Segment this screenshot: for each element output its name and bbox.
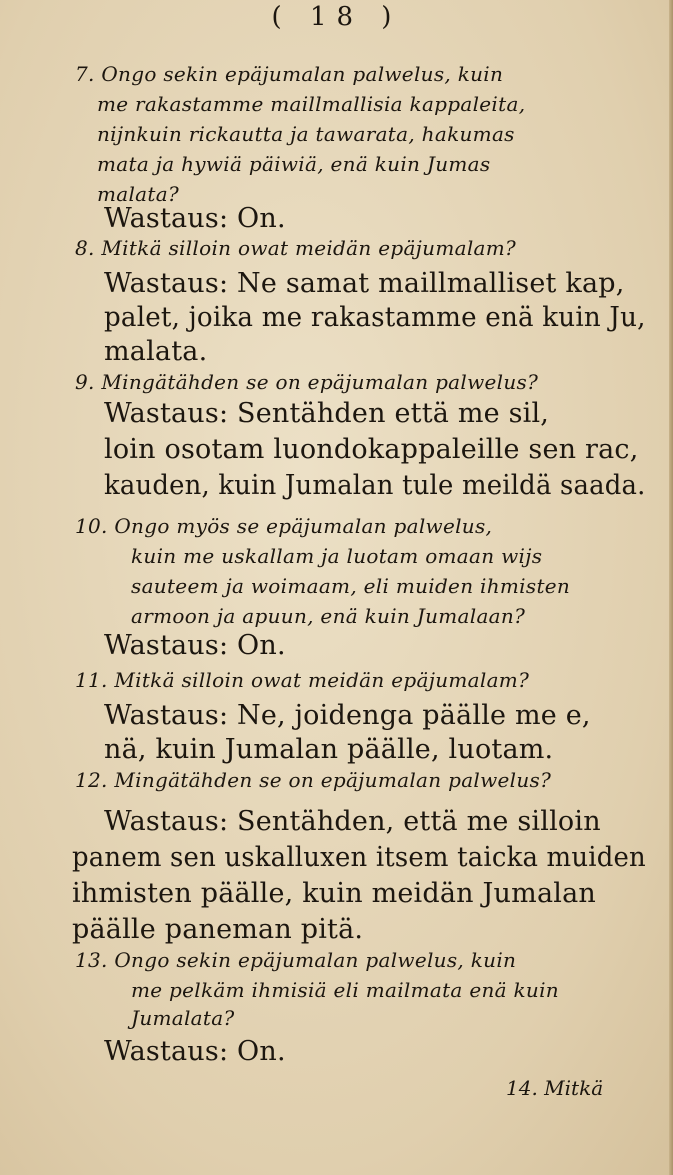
question-line: me pelkäm ihmisiä eli mailmata enä kuin [131,978,559,1002]
question-line: 8. Mitkä silloin owat meidän epäjumalam? [75,236,517,260]
question-line: sauteem ja woimaam, eli muiden ihmisten [131,574,571,598]
answer-line: palet, joika me rakastamme enä kuin Ju, [104,302,646,333]
question-line: armoon ja apuun, enä kuin Jumalaan? [131,604,526,628]
answer-line: Wastaus: Sentähden, että me silloin [104,806,601,837]
answer-line: Wastaus: On. [104,1036,286,1067]
question-line: kuin me uskallam ja luotam omaan wijs [131,544,543,568]
answer-line: kauden, kuin Jumalan tule meildä saada. [104,470,646,501]
answer-line: ihmisten päälle, kuin meidän Jumalan [72,878,596,909]
answer-line: Wastaus: Ne, joidenga päälle me e, [104,700,591,731]
question-line: 9. Mingätähden se on epäjumalan palwelus? [75,370,539,394]
question-line: nijnkuin rickautta ja tawarata, hakumas [97,122,515,146]
answer-line: päälle paneman pitä. [72,914,364,945]
page-number: ( 18 ) [271,2,402,32]
question-line: 11. Mitkä silloin owat meidän epäjumalam? [75,668,530,692]
answer-line: Wastaus: Ne samat maillmalliset kap, [104,268,625,299]
question-line: 7. Ongo sekin epäjumalan palwelus, kuin [75,62,504,86]
question-line: me rakastamme maillmallisia kappaleita, [97,92,526,116]
answer-line: malata. [104,336,208,367]
page-edge [669,0,673,1175]
question-line: 13. Ongo sekin epäjumalan palwelus, kuin [75,948,517,972]
question-line: 12. Mingätähden se on epäjumalan palwelus? [75,768,552,792]
answer-line: Wastaus: Sentähden että me sil, [104,398,550,429]
answer-line: nä, kuin Jumalan päälle, luotam. [104,734,554,765]
question-line: Jumalata? [131,1006,235,1030]
answer-line: Wastaus: On. [104,203,286,234]
question-line: mata ja hywiä päiwiä, enä kuin Jumas [97,152,491,176]
answer-line: Wastaus: On. [104,630,286,661]
catchword: 14. Mitkä [506,1076,604,1100]
question-line: malata? [97,182,179,206]
answer-line: loin osotam luondokappaleille sen rac, [104,434,639,465]
question-line: 10. Ongo myös se epäjumalan palwelus, [75,514,493,538]
answer-line: panem sen uskalluxen itsem taicka muiden [72,842,646,873]
